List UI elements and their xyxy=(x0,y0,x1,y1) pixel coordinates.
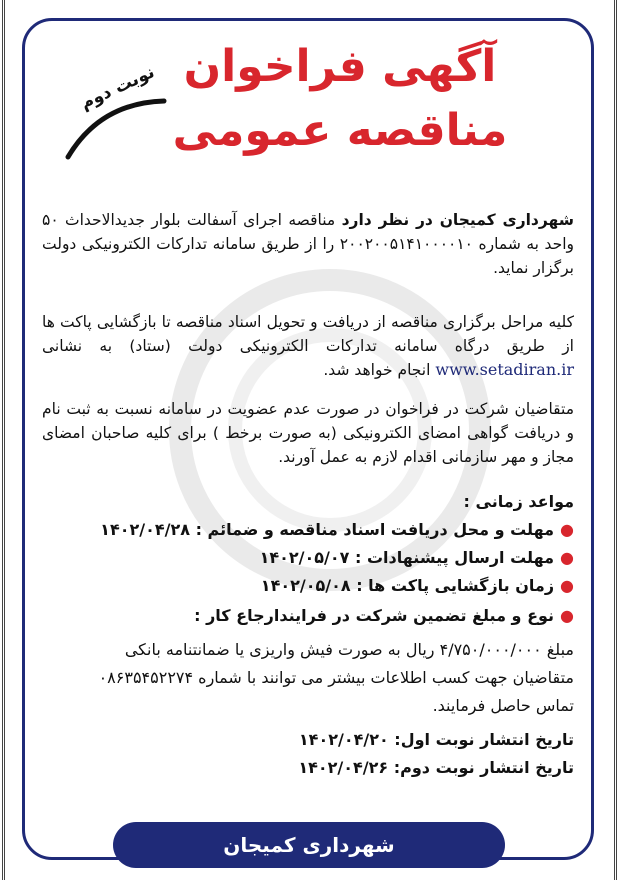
bullet-icon: ● xyxy=(560,606,574,625)
paragraph-intro xyxy=(42,208,574,280)
schedule-item xyxy=(42,546,574,570)
process-end: انجام خواهد شد. xyxy=(323,361,431,379)
right-edge-lines xyxy=(614,0,617,880)
paragraph-registration: متقاضیان شرکت در فراخوان در صورت عدم عضویت در سامانه نسبت به ثبت نام و دریافت گواهی امضای الکترونیکی (به صورت برخط ) برای کلیه صاحبان امضای مجاز و مهر سازمانی اقدام لازم به عمل آورند. xyxy=(42,400,574,466)
schedule-value: ۱۴۰۲/۰۵/۰۸ xyxy=(260,576,351,595)
left-edge-lines xyxy=(2,0,5,880)
round-label: نوبت دوم xyxy=(77,62,158,114)
publish-second-label: تاریخ انتشار نوبت دوم: xyxy=(393,758,574,777)
publish-second-date: ۱۴۰۲/۰۴/۲۶ xyxy=(298,758,389,777)
contact-line-end: تماس حاصل فرمایند. xyxy=(432,696,574,715)
guarantee-heading-text: نوع و مبلغ تضمین شرکت در فرایندارجاع کار : xyxy=(194,606,555,625)
setad-link[interactable]: www.setadiran.ir xyxy=(435,360,574,379)
schedule-item xyxy=(42,574,574,598)
publish-first xyxy=(42,728,574,752)
guarantee-heading xyxy=(42,604,574,628)
publish-first-date: ۱۴۰۲/۰۴/۲۰ xyxy=(298,730,389,749)
schedule-label: مهلت ارسال پیشنهادات : xyxy=(354,548,555,567)
footer-org-banner: شهرداری کمیجان xyxy=(113,822,505,868)
title-line-2: مناقصه عمومی xyxy=(172,105,508,156)
publish-second xyxy=(42,756,574,780)
bullet-icon: ● xyxy=(560,520,574,539)
schedule-label: زمان بازگشایی پاکت ها : xyxy=(356,576,555,595)
process-text: کلیه مراحل برگزاری مناقصه از دریافت و تحویل اسناد مناقصه تا بازگشایی پاکت ها از طریق درگاه سامانه تدارکات الکترونیکی دولت (ستاد) به نشانی xyxy=(42,313,574,355)
bullet-icon: ● xyxy=(560,576,574,595)
intro-rest: مناقصه اجرای آسفالت بلوار جدیدالاحداث ۵۰ واحد به شماره ۲۰۰۲۰۰۵۱۴۱۰۰۰۰۱۰ را از طریق سامانه تدارکات الکترونیکی دولت برگزار نماید. xyxy=(42,211,574,277)
schedule-value: ۱۴۰۲/۰۴/۲۸ xyxy=(100,520,190,539)
bullet-icon: ● xyxy=(560,548,574,567)
schedule-heading: مواعد زمانی : xyxy=(463,492,574,511)
contact-line: متقاضیان جهت کسب اطلاعات بیشتر می توانند با شماره ۰۸۶۳۵۴۵۲۲۷۴ xyxy=(98,668,574,687)
title-line-1: آگهی فراخوان xyxy=(183,41,497,92)
publish-first-label: تاریخ انتشار نوبت اول: xyxy=(394,730,574,749)
schedule-label: مهلت و محل دریافت اسناد مناقصه و ضمائم : xyxy=(195,520,555,539)
paragraph-process xyxy=(42,310,574,382)
guarantee-amount: مبلغ ۴/۷۵۰/۰۰۰/۰۰۰ ریال به صورت فیش واریزی یا ضمانتنامه بانکی xyxy=(124,640,574,659)
schedule-value: ۱۴۰۲/۰۵/۰۷ xyxy=(259,548,350,567)
intro-lead: شهرداری کمیجان در نظر دارد xyxy=(341,211,574,229)
schedule-item xyxy=(42,518,574,542)
